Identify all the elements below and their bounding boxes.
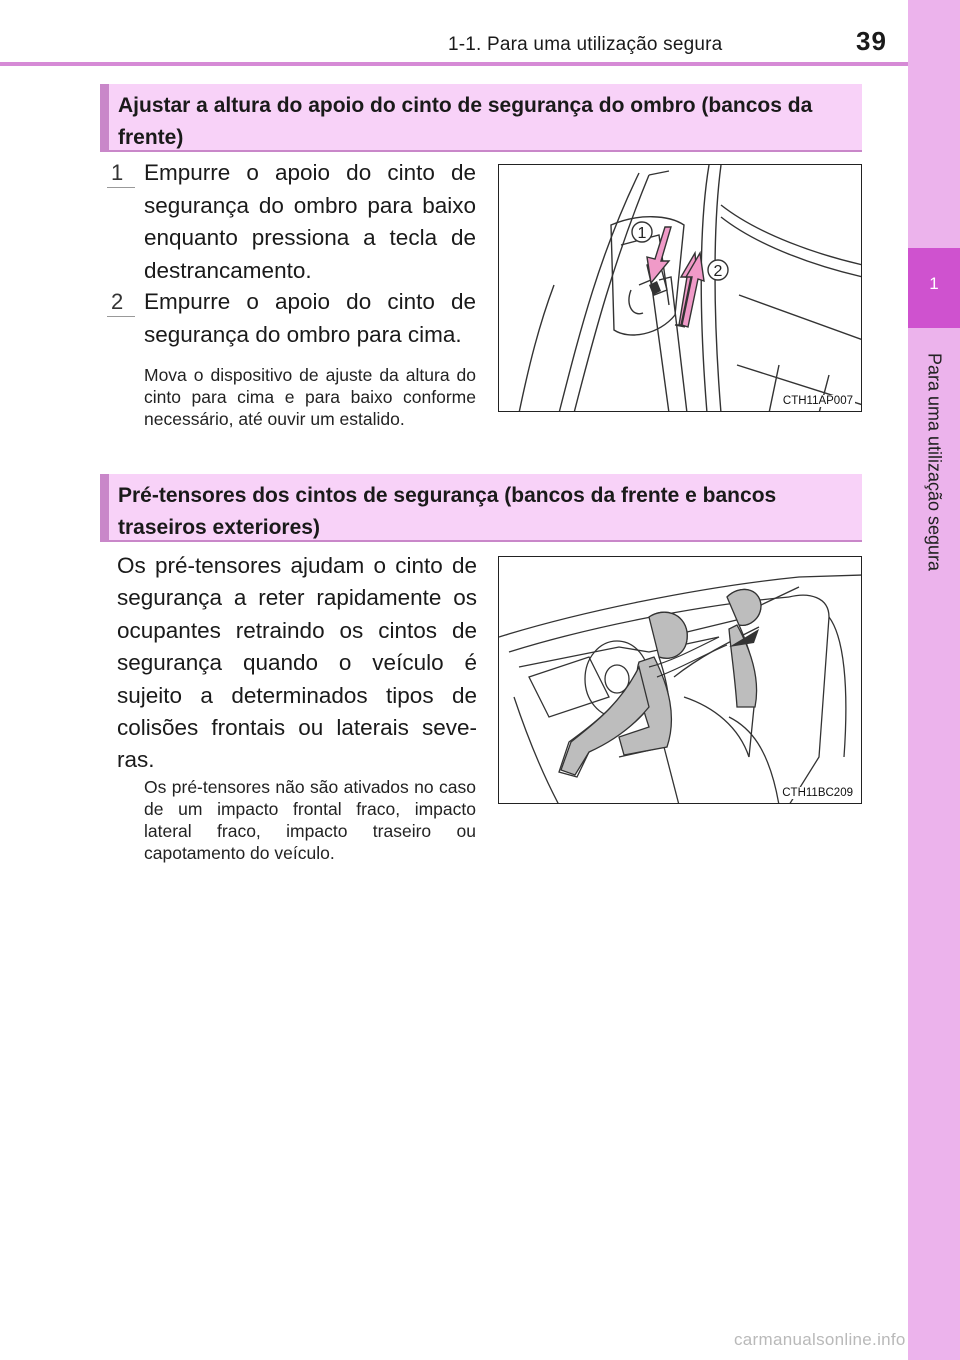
- shoulder-anchor-illustration: [499, 165, 862, 412]
- step-1-text: Empurre o apoio do cinto de segurança do ombro para baixo enquanto pressiona a tecla de destrancamento.: [144, 160, 476, 283]
- figure-callout-2: 2: [713, 263, 723, 280]
- step-number-2: 2: [111, 289, 124, 314]
- figure-pretensioner: [498, 556, 862, 804]
- chapter-number: 1: [929, 274, 939, 293]
- chapter-label: Para uma utilização segura: [924, 352, 945, 572]
- figure-shoulder-anchor: [498, 164, 862, 412]
- section-heading-pretensioners: Pré-tensores dos cintos de segurança (bancos da frente e bancos traseiros exteriores): [100, 474, 862, 542]
- pretensioner-paragraph: Os pré-tensores ajudam o cinto de segurança a reter rapidamente os ocupantes retraindo os cintos de segurança quando o veículo é sujeito a determinados tipos de colisões frontais ou laterais seve-ras.: [117, 553, 477, 773]
- step-2-text: Empurre o apoio do cinto de segurança do ombro para cima.: [144, 289, 476, 347]
- header-rule: [0, 62, 908, 66]
- pretensioner-note: Os pré-tensores não são ativados no caso de um impacto frontal fraco, impacto lateral fraco, impacto traseiro ou capotamento do veículo.: [144, 777, 476, 863]
- step-number-1: 1: [111, 160, 124, 185]
- side-tab: [908, 0, 960, 1360]
- section-heading-shoulder-anchor: Ajustar a altura do apoio do cinto de segurança do ombro (bancos da frente): [100, 84, 862, 152]
- watermark: carmanualsonline.info: [734, 1330, 906, 1349]
- running-head: 1-1. Para uma utilização segura: [448, 34, 723, 55]
- figure-code: CTH11BC209: [782, 787, 853, 799]
- step-note: Mova o dispositivo de ajuste da altura do cinto para cima e para baixo conforme necessário, até ouvir um estalido.: [144, 365, 476, 429]
- figure-callout-1: 1: [637, 225, 647, 242]
- page-number: 39: [856, 26, 887, 56]
- chapter-tab[interactable]: [908, 248, 960, 328]
- figure-code: CTH11AP007: [782, 395, 853, 407]
- pretensioner-illustration: [499, 557, 862, 804]
